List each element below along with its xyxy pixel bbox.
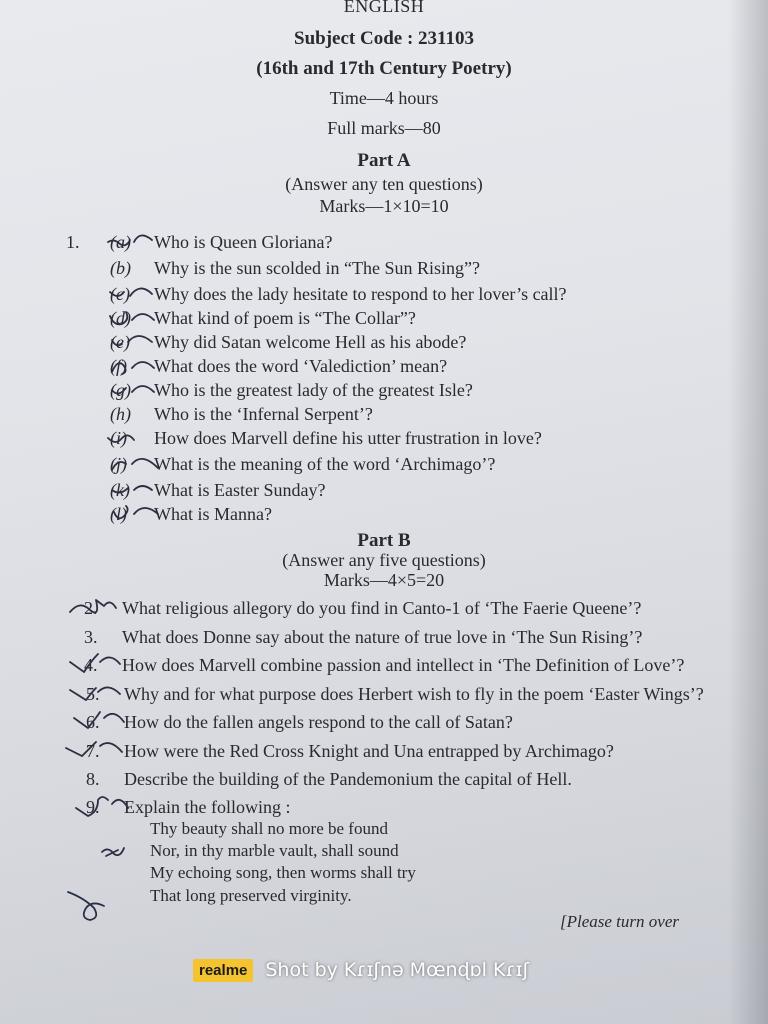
item-text: What is Easter Sunday? [154, 480, 326, 500]
item-text: Who is the ‘Infernal Serpent’? [154, 404, 373, 424]
question-text: How do the fallen angels respond to the call of Satan? [124, 712, 513, 732]
item-label: (g) [110, 380, 131, 400]
question-number: 5. [86, 684, 100, 704]
question-number: 4. [84, 655, 98, 675]
handwritten-tick [104, 282, 156, 304]
watermark-text: Shot by Kɾɪʃnə Mœnɖɒl Kɾɪʃ [265, 959, 529, 981]
handwritten-tick [104, 306, 156, 330]
subject-code: Subject Code : 231103 [294, 28, 474, 49]
item-label: (b) [110, 258, 131, 278]
item-label: (c) [110, 284, 130, 304]
item-label: (d) [110, 308, 131, 328]
verse-line: My echoing song, then worms shall try [150, 863, 416, 882]
part-a-marks: Marks—1×10=10 [319, 196, 449, 216]
handwritten-tick [104, 452, 160, 474]
question-1-number: 1. [66, 232, 80, 252]
item-label: (f) [110, 356, 127, 376]
turn-over-note: [Please turn over [560, 912, 679, 931]
camera-watermark [193, 957, 529, 983]
verse-line: Thy beauty shall no more be found [150, 819, 388, 838]
question-number: 8. [86, 769, 100, 789]
part-b-marks: Marks—4×5=20 [323, 570, 445, 590]
item-text: Why does the lady hesitate to respond to her lover’s call? [154, 284, 567, 304]
question-number: 6. [86, 712, 100, 732]
handwritten-tick [66, 682, 122, 706]
handwritten-tick [104, 428, 144, 450]
question-number: 2. [84, 598, 98, 618]
question-number: 7. [86, 741, 100, 761]
question-text: Describe the building of the Pandemonium the capital of Hell. [124, 769, 572, 789]
item-text: Who is the greatest lady of the greatest Isle? [154, 380, 473, 400]
realme-logo: realme [193, 959, 253, 982]
question-text: Why and for what purpose does Herbert wish to fly in the poem ‘Easter Wings’? [124, 684, 704, 704]
handwritten-tick [104, 378, 156, 400]
item-label: (e) [110, 332, 130, 352]
item-text: Why is the sun scolded in “The Sun Rising”? [154, 258, 480, 278]
item-text: Who is Queen Gloriana? [154, 232, 333, 252]
handwritten-tick [104, 478, 156, 500]
handwritten-mark [64, 888, 108, 924]
question-number: 9. [86, 797, 100, 817]
ink-scribble [96, 840, 132, 862]
course-title: (16th and 17th Century Poetry) [256, 58, 512, 79]
question-text: What does Donne say about the nature of true love in ‘The Sun Rising’? [122, 627, 643, 647]
part-a-instruction: (Answer any ten questions) [285, 174, 483, 194]
question-text: Explain the following : [124, 797, 291, 817]
handwritten-tick [104, 330, 156, 352]
verse-line: Nor, in thy marble vault, shall sound [150, 841, 399, 860]
handwritten-tick [104, 502, 160, 524]
item-label: (h) [110, 404, 131, 424]
item-label: (j) [110, 454, 127, 474]
item-label: (i) [110, 428, 127, 448]
handwritten-tick [72, 794, 130, 822]
item-text: What kind of poem is “The Collar”? [154, 308, 416, 328]
item-label: (a) [110, 232, 131, 252]
question-text: How were the Red Cross Knight and Una entrapped by Archimago? [124, 741, 614, 761]
item-label: (k) [110, 480, 130, 500]
part-b-title: Part B [357, 530, 411, 551]
part-a-title: Part A [357, 150, 411, 171]
part-b-instruction: (Answer any five questions) [282, 550, 486, 570]
item-text: What is Manna? [154, 504, 272, 524]
handwritten-tick [66, 652, 122, 678]
handwritten-tick [70, 708, 126, 734]
subject-title: ENGLISH [343, 0, 425, 16]
handwritten-tick [66, 594, 118, 624]
handwritten-tick [62, 738, 124, 764]
item-text: What is the meaning of the word ‘Archimago’? [154, 454, 496, 474]
handwritten-tick [104, 230, 156, 252]
full-marks: Full marks—80 [327, 118, 441, 138]
question-text: What religious allegory do you find in Canto-1 of ‘The Faerie Queene’? [122, 598, 642, 618]
question-number: 3. [84, 627, 98, 647]
item-text: Why did Satan welcome Hell as his abode? [154, 332, 467, 352]
item-label: (l) [110, 504, 127, 524]
handwritten-tick [104, 354, 156, 378]
exam-time: Time—4 hours [329, 88, 439, 108]
verse-line: That long preserved virginity. [150, 886, 352, 905]
question-text: How does Marvell combine passion and intellect in ‘The Definition of Love’? [122, 655, 685, 675]
item-text: How does Marvell define his utter frustration in love? [154, 428, 542, 448]
item-text: What does the word ‘Valediction’ mean? [154, 356, 448, 376]
